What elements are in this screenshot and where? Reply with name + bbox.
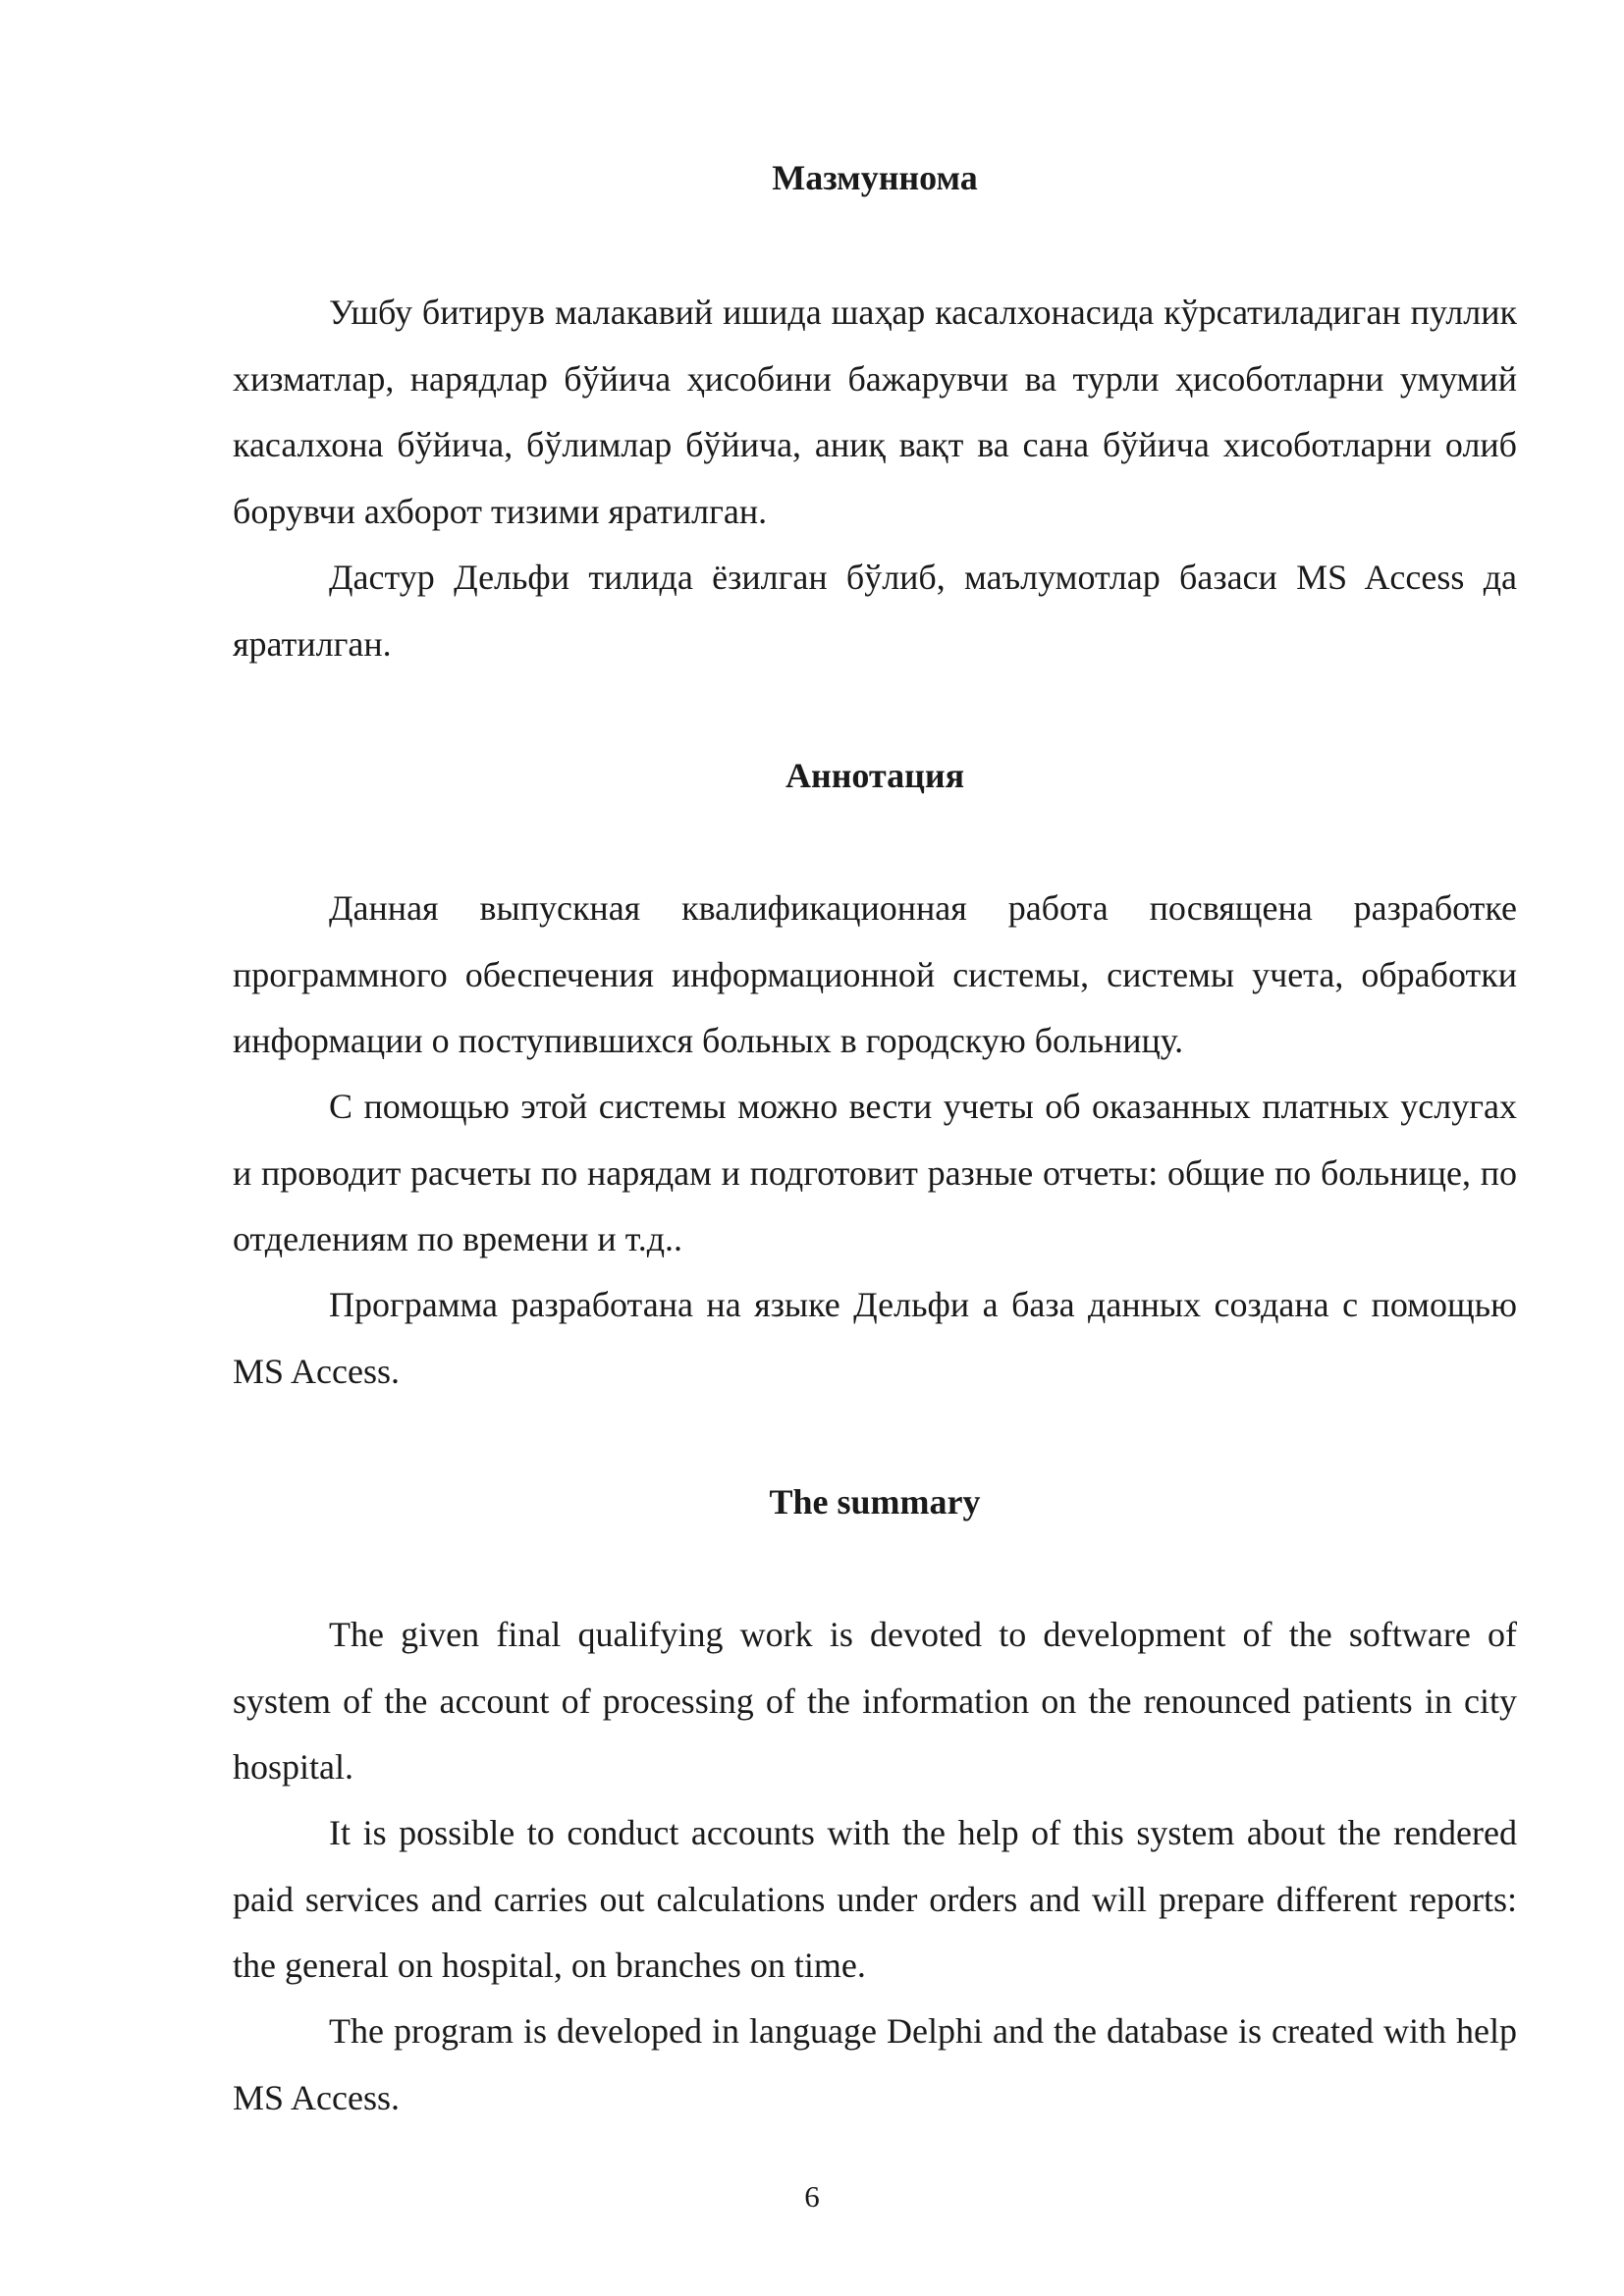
page-number: 6 bbox=[804, 2179, 820, 2214]
section-title-mazmunnoma: Мазмуннома bbox=[772, 158, 978, 197]
section-title-summary: The summary bbox=[769, 1482, 981, 1522]
paragraph: Данная выпускная квалификационная работа посвящена разработке программного обеспечения информационной системы, системы учета, обработки информации о поступившихся больных в городскую больницу. bbox=[233, 888, 1517, 1060]
paragraph: The program is developed in language Delphi and the database is created with help MS Access. bbox=[233, 2011, 1517, 2117]
paragraph: The given final qualifying work is devoted to development of the software of system of the account of processing of the information on the renounced patients in city hospital. bbox=[233, 1615, 1517, 1787]
paragraph: Программа разработана на языке Дельфи а база данных создана с помощью MS Access. bbox=[233, 1285, 1517, 1391]
paragraph: Ушбу битирув малакавий ишида шаҳар касалхонасида кўрсатиладиган пуллик хизматлар, нарядлар бўйича ҳисобини бажарувчи ва турли ҳисоботларни умумий касалхона бўйича, бўлимлар бўйича, аниқ вақт ва сана бўйича хисоботларни олиб борувчи ахборот тизими яратилган. bbox=[233, 293, 1517, 531]
section-title-annotatsiya: Аннотация bbox=[785, 756, 965, 795]
paragraph: С помощью этой системы можно вести учеты об оказанных платных услугах и проводит расчеты по нарядам и подготовит разные отчеты: общие по больнице, по отделениям по времени и т.д.. bbox=[233, 1087, 1517, 1258]
paragraph: Дастур Дельфи тилида ёзилган бўлиб, маълумотлар базаси MS Access да яратилган. bbox=[233, 558, 1517, 664]
paragraph: It is possible to conduct accounts with the help of this system about the rendered paid services and carries out calculations under orders and will prepare different reports: the general on hospital, on branches on time. bbox=[233, 1813, 1517, 1985]
